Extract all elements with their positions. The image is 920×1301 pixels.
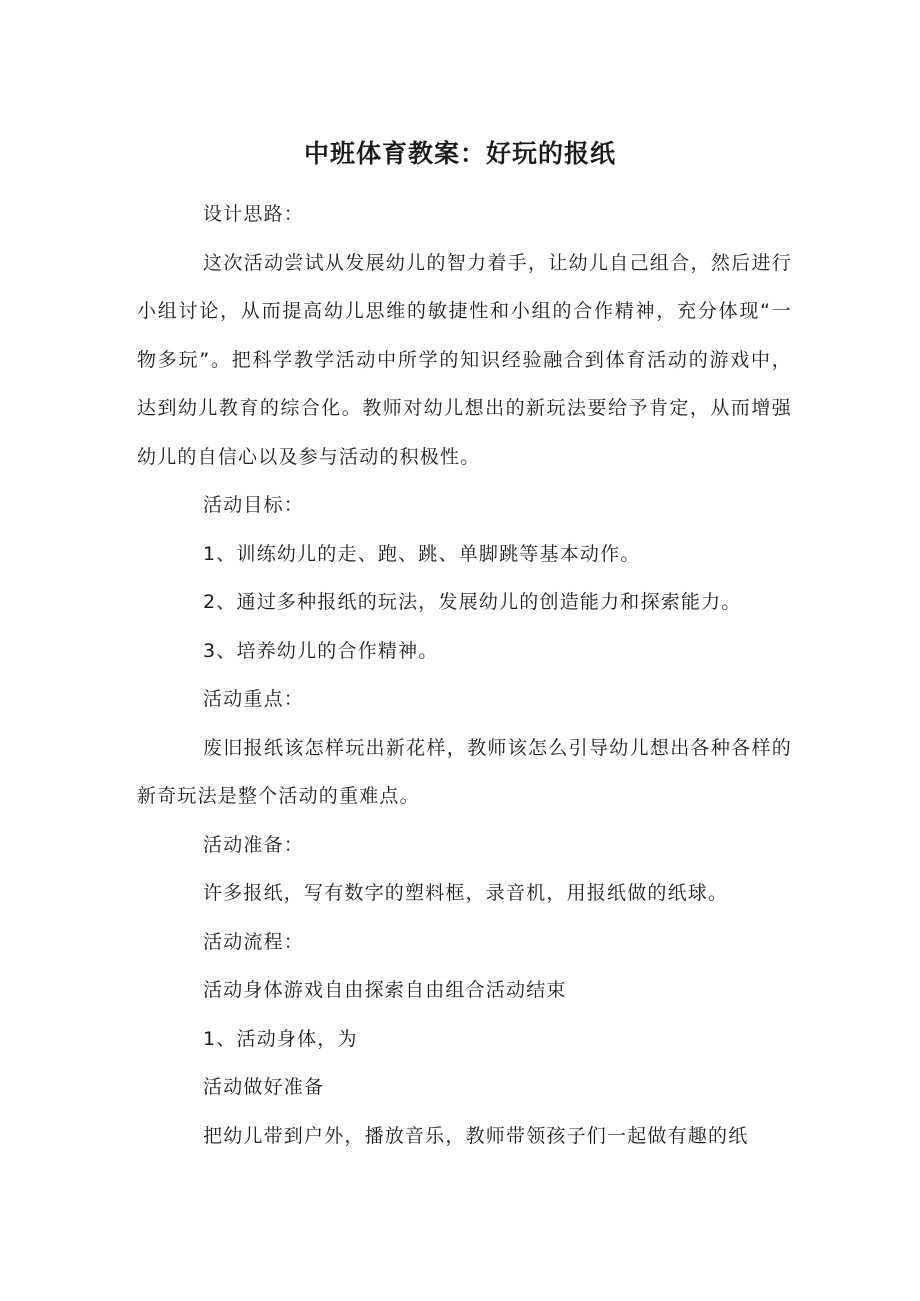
heading-activity-process: 活动流程： [203,930,305,953]
heading-activity-focus: 活动重点： [203,688,305,710]
paragraph-design-idea: 这次活动尝试从发展幼儿的智力着手，让幼儿自己组合，然后进行小组讨论，从而提高幼儿思维的敏捷性和小组的合作精神，充分体现“一物多玩”。把科学教学活动中所学的知识经验融合到体育活动的游戏中，达到幼儿教育的综合化。教师对幼儿想出的新玩法要给予肯定，从而增强幼儿的自信心以及参与活动的积极性。 [137,251,792,468]
document-body [137,190,792,1160]
goal-item-3: 3、培养幼儿的合作精神。 [203,639,439,662]
paragraph-activity-preparation: 许多报纸，写有数字的塑料框，录音机，用报纸做的纸球。 [203,882,729,904]
paragraph-activity-focus: 废旧报纸该怎样玩出新花样，教师该怎么引导幼儿想出各种各样的新奇玩法是整个活动的重难点。 [137,736,792,807]
heading-design-idea: 设计思路： [203,203,305,225]
paragraph-process-detail: 把幼儿带到户外，播放音乐，教师带领孩子们一起做有趣的纸 [203,1124,749,1147]
goal-item-1: 1、训练幼儿的走、跑、跳、单脚跳等基本动作。 [203,542,641,565]
document-title: 中班体育教案：好玩的报纸 [303,139,616,168]
goal-item-2: 2、通过多种报纸的玩法，发展幼儿的创造能力和探索能力。 [203,591,742,613]
heading-activity-preparation: 活动准备： [203,833,305,856]
paragraph-process-flow: 活动身体游戏自由探索自由组合活动结束 [203,979,567,1001]
process-step-1: 1、活动身体，为 [203,1027,358,1050]
heading-activity-goals: 活动目标： [203,494,305,516]
process-step-1-continued: 活动做好准备 [203,1076,325,1098]
